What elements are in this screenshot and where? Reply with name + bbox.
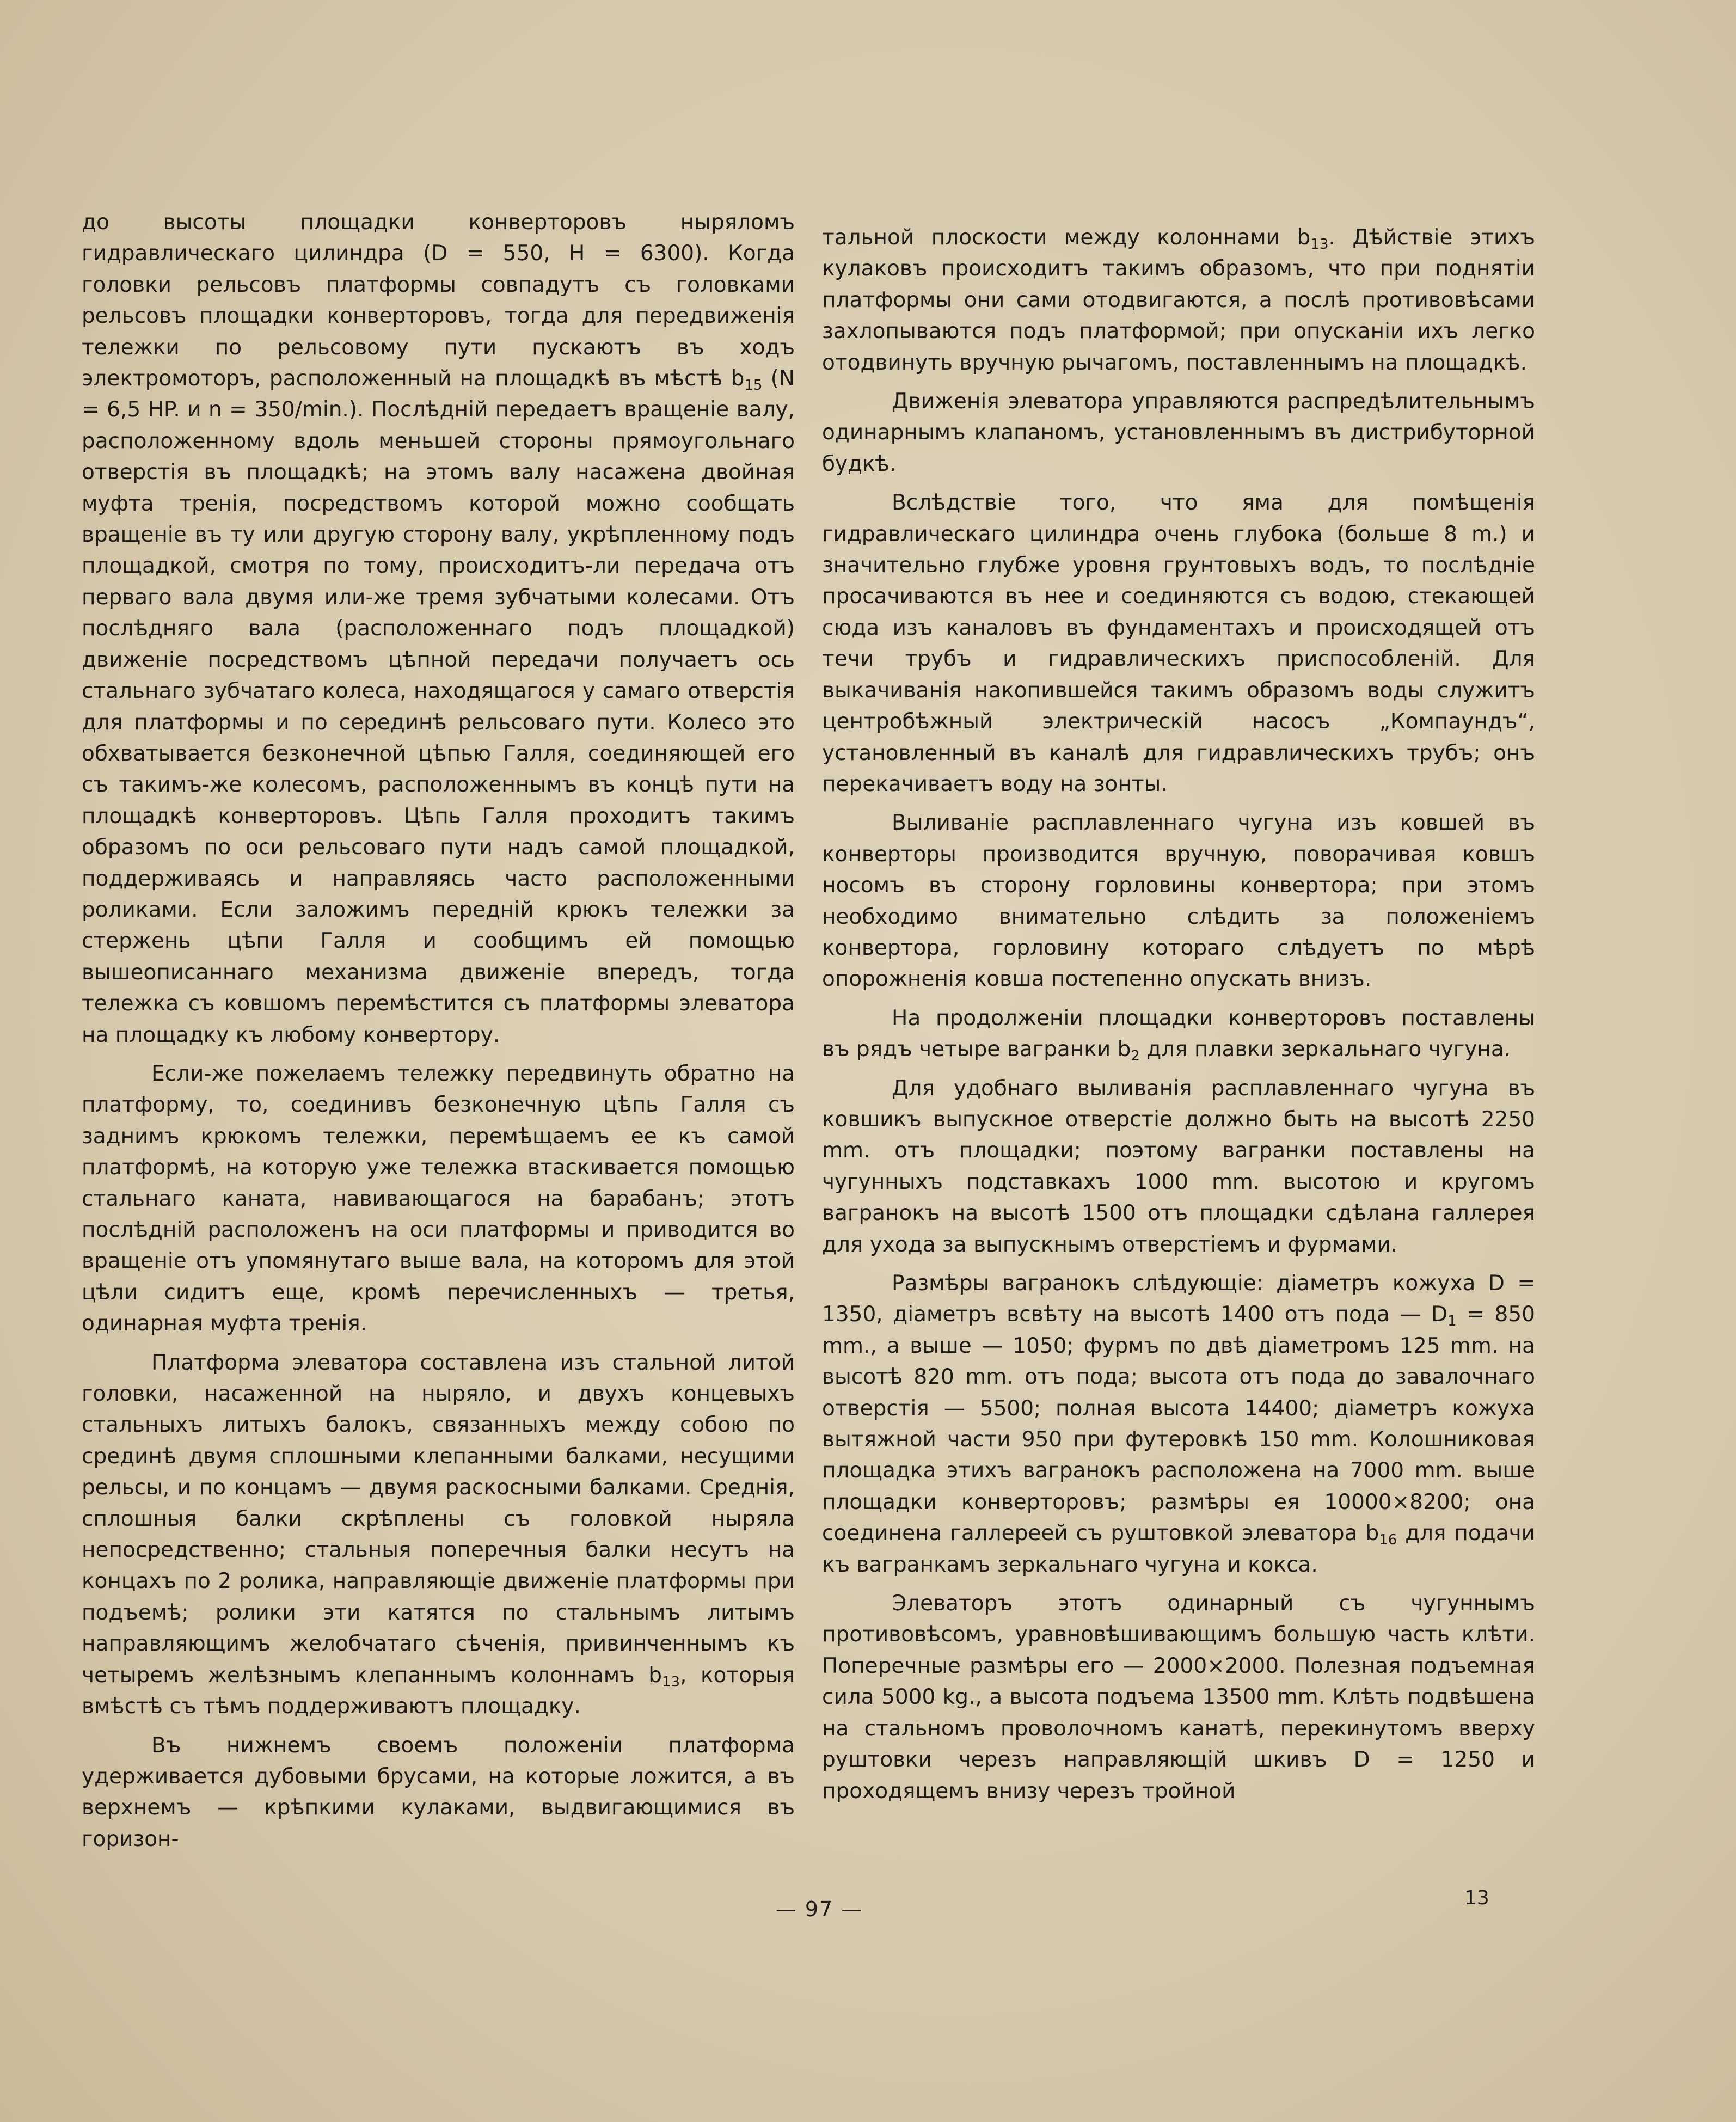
paragraph: Выливаніе расплавленнаго чугуна изъ ковшей въ конверторы производится вручную, поворачивая ковшъ носомъ въ сторону горловины конвертора; при этомъ необходимо внимательно слѣдить за положеніемъ конвертора, горловину котораго слѣдуетъ по мѣрѣ опорожненія ковша постепенно опускать внизъ.: [822, 811, 1535, 992]
sheet-number: 13: [1464, 1887, 1489, 1909]
paragraph: Размѣры вагранокъ слѣдующіе: діаметръ кожуха D = 1350, діаметръ всвѣту на высотѣ 1400 отъ пода — $D_1 = 850$ mm., а выше — 1050; фурмъ по двѣ діаметромъ 125 mm. на высотѣ 820 mm. отъ пода; высота отъ пода до завалочнаго отверстія — 5500; полная высота 14400; діаметръ кожуха вытяжной части 950 при футеровкѣ 150 mm. Колошниковая площадка этихъ вагранокъ расположена на 7000 mm. выше площадки конверторовъ; размѣры ея 10000×8200; она соединена галлереей съ руштовкой элеватора $b_{16}$ для подачи къ вагранкамъ зеркальнаго чугуна и кокса.: [822, 1271, 1535, 1577]
paragraph: до высоты площадки конверторовъ ныряломъ гидравлическаго цилиндра (D = 550, H = 6300). Когда головки рельсовъ платформы совпадутъ съ головками рельсовъ площадки конверторовъ, тогда для передвиженія тележки по рельсовому пути пускаютъ въ ходъ электромоторъ, расположенный на площадкѣ въ мѣстѣ $b_{15}$ (N = 6,5 HP. и n = 350/min.). Послѣдній передаетъ вращеніе валу, расположенному вдоль меньшей стороны прямоугольнаго отверстія въ площадкѣ; на этомъ валу насажена двойная муфта тренія, посредствомъ которой можно сообщать вращеніе въ ту или другую сторону валу, укрѣпленному подъ площадкой, смотря по тому, происходитъ-ли передача отъ перваго вала двумя или-же тремя зубчатыми колесами. Отъ послѣдняго вала (расположеннаго подъ площадкой) движеніе посредствомъ цѣпной передачи получаетъ ось стальнаго зубчатаго колеса, находящагося у самаго отверстія для платформы и по серединѣ рельсоваго пути. Колесо это обхватывается безконечной цѣпью Галля, соединяющей его съ такимъ-же колесомъ, расположеннымъ въ концѣ пути на площадкѣ конверторовъ. Цѣпь Галля проходитъ такимъ образомъ по оси рельсоваго пути надъ самой площадкой, поддерживаясь и направляясь часто расположенными роликами. Если заложимъ передній крюкъ тележки за стержень цѣпи Галля и сообщимъ ей помощью вышеописаннаго механизма движеніе впередъ, тогда тележка съ ковшомъ перемѣстится съ платформы элеватора на площадку къ любому конвертору.: [82, 210, 795, 1047]
paragraph: Если-же пожелаемъ тележку передвинуть обратно на платформу, то, соединивъ безконечную цѣпь Галля съ заднимъ крюкомъ тележки, перемѣщаемъ ее къ самой платформѣ, на которую уже тележка втаскивается помощью стальнаго каната, навивающагося на барабанъ; этотъ послѣдній расположенъ на оси платформы и приводится во вращеніе отъ упомянутаго выше вала, на которомъ для этой цѣли сидитъ еще, кромѣ перечисленныхъ — третья, одинарная муфта тренія.: [82, 1061, 795, 1336]
paragraph: На продолженіи площадки конверторовъ поставлены въ рядъ четыре вагранки $b_2$ для плавки зеркальнаго чугуна.: [822, 1005, 1535, 1065]
paragraph: тальной плоскости между колоннами $b_{13}$. Дѣйствіе этихъ кулаковъ происходитъ такимъ образомъ, что при поднятіи платформы они сами отодвигаются, а послѣ противовѣсами захлопываются подъ платформой; при опусканіи ихъ легко отодвинуть вручную рычагомъ, поставленнымъ на площадкѣ.: [822, 225, 1535, 375]
right-text-column: [822, 222, 1535, 1807]
page-number: — 97 —: [775, 1897, 863, 1921]
paragraph: Платформа элеватора составлена изъ стальной литой головки, насаженной на ныряло, и двухъ концевыхъ стальныхъ литыхъ балокъ, связанныхъ между собою по срединѣ двумя сплошными клепанными балками, несущими рельсы, и по концамъ — двумя раскосными балками. Среднія, сплошныя балки скрѣплены съ головкой ныряла непосредственно; стальныя поперечныя балки несутъ на концахъ по 2 ролика, направляющіе движеніе платформы при подъемѣ; ролики эти катятся по стальнымъ литымъ направляющимъ желобчатаго сѣченія, привинченнымъ къ четыремъ желѣзнымъ клепаннымъ колоннамъ $b_{13}$, которыя вмѣстѣ съ тѣмъ поддерживаютъ площадку.: [82, 1350, 795, 1719]
paragraph: Для удобнаго выливанія расплавленнаго чугуна въ ковшикъ выпускное отверстіе должно быть на высотѣ 2250 mm. отъ площадки; поэтому вагранки поставлены на чугунныхъ подставкахъ 1000 mm. высотою и кругомъ вагранокъ на высотѣ 1500 отъ площадки сдѣлана галлерея для ухода за выпускнымъ отверстіемъ и фурмами.: [822, 1076, 1535, 1257]
paragraph: Вслѣдствіе того, что яма для помѣщенія гидравлическаго цилиндра очень глубока (больше 8 m.) и значительно глубже уровня грунтовыхъ водъ, то послѣдніе просачиваются въ нее и соединяются съ водою, стекающей сюда изъ каналовъ въ фундаментахъ и происходящей отъ течи трубъ и гидравлическихъ приспособленій. Для выкачиванія накопившейся такимъ образомъ воды служитъ центробѣжный электрическій насосъ „Компаундъ“, установленный въ каналѣ для гидравлическихъ трубъ; онъ перекачиваетъ воду на зонты.: [822, 490, 1535, 796]
paragraph: Элеваторъ этотъ одинарный съ чугуннымъ противовѣсомъ, уравновѣшивающимъ большую часть клѣти. Поперечные размѣры его — 2000×2000. Полезная подъемная сила 5000 kg., а высота подъема 13500 mm. Клѣть подвѣшена на стальномъ проволочномъ канатѣ, перекинутомъ вверху руштовки черезъ направляющій шкивъ D = 1250 и проходящемъ внизу черезъ тройной: [822, 1591, 1535, 1804]
paragraph: Движенія элеватора управляются распредѣлительнымъ одинарнымъ клапаномъ, установленнымъ въ дистрибуторной будкѣ.: [822, 389, 1535, 476]
paragraph: Въ нижнемъ своемъ положеніи платформа удерживается дубовыми брусами, на которые ложится, а въ верхнемъ — крѣпкими кулаками, выдвигающимися въ горизон-: [82, 1733, 795, 1851]
left-text-column: [82, 207, 795, 1855]
